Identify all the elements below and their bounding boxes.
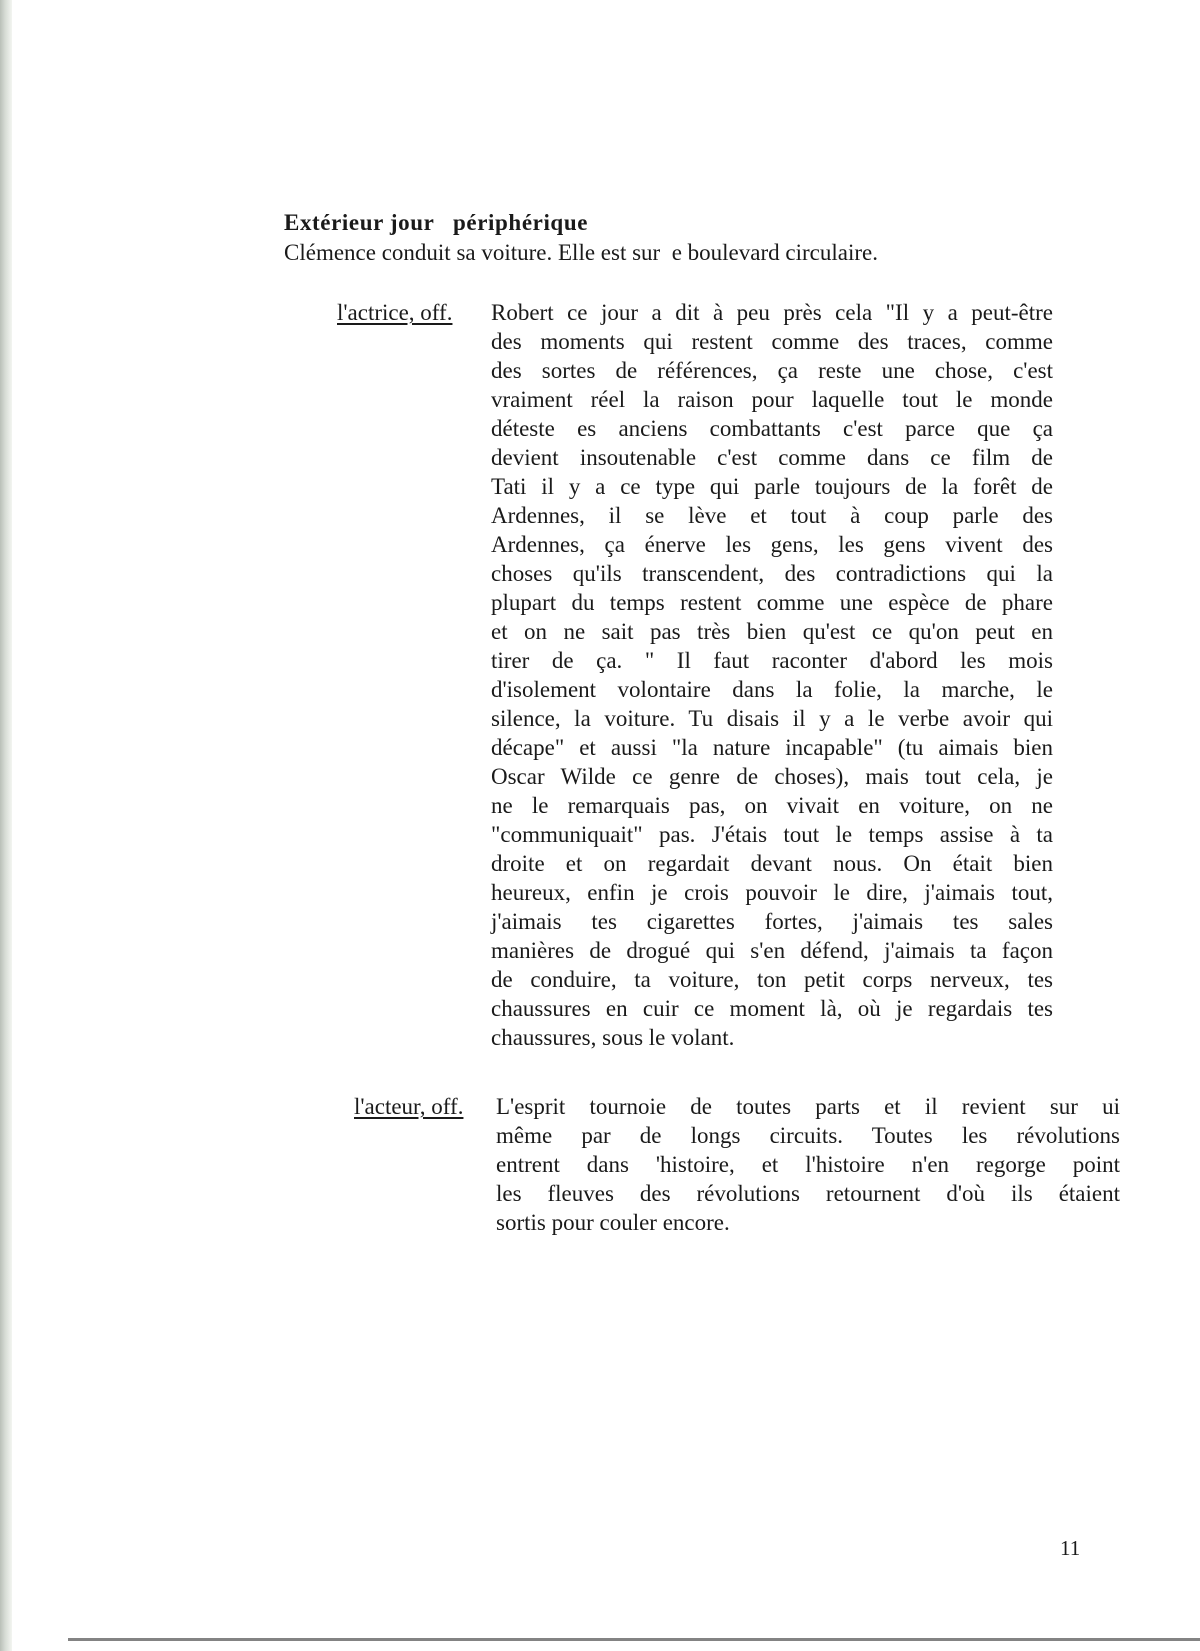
speech-actrice (491, 298, 1053, 1052)
speech-line: Ardennes, il se lève et tout à coup parle des (491, 503, 1053, 528)
speech-line: devient insoutenable c'est comme dans ce film de (491, 445, 1053, 470)
speech-line: Oscar Wilde ce genre de choses), mais tout cela, je (491, 764, 1053, 789)
speech-line: Ardennes, ça énerve les gens, les gens vivent des (491, 532, 1053, 557)
speech-line: "communiquait" pas. J'étais tout le temps assise à ta (491, 822, 1053, 847)
speech-line: sortis pour couler encore. (496, 1210, 730, 1235)
speech-line: L'esprit tournoie de toutes parts et il revient sur ui (496, 1094, 1120, 1119)
speech-line: de conduire, ta voiture, ton petit corps nerveux, tes (491, 967, 1053, 992)
speech-line: tirer de ça. " Il faut raconter d'abord les mois (491, 648, 1053, 673)
speech-line: choses qu'ils transcendent, des contradictions qui la (491, 561, 1053, 586)
speaker-actrice: l'actrice, off. (337, 300, 453, 325)
speech-line: des sortes de références, ça reste une chose, c'est (491, 358, 1053, 383)
speech-line: même par de longs circuits. Toutes les révolutions (496, 1123, 1120, 1148)
speech-line: déteste es anciens combattants c'est parce que ça (491, 416, 1053, 441)
bottom-rule (68, 1638, 1200, 1641)
speech-line: chaussures en cuir ce moment là, où je regardais tes (491, 996, 1053, 1021)
scene-description: Clémence conduit sa voiture. Elle est sur e boulevard circulaire. (284, 240, 878, 265)
speech-line: j'aimais tes cigarettes fortes, j'aimais tes sales (491, 909, 1053, 934)
speech-line: vraiment réel la raison pour laquelle tout le monde (491, 387, 1053, 412)
speaker-acteur: l'acteur, off. (354, 1094, 464, 1119)
speech-line: entrent dans 'histoire, et l'histoire n'en regorge point (496, 1152, 1120, 1177)
speech-line: silence, la voiture. Tu disais il y a le verbe avoir qui (491, 706, 1053, 731)
speech-line: décape" et aussi "la nature incapable" (tu aimais bien (491, 735, 1053, 760)
speech-line: les fleuves des révolutions retournent d'où ils étaient (496, 1181, 1120, 1206)
speech-line: plupart du temps restent comme une espèce de phare (491, 590, 1053, 615)
scan-edge (0, 0, 12, 1651)
speech-line: heureux, enfin je crois pouvoir le dire, j'aimais tout, (491, 880, 1053, 905)
speech-line: Tati il y a ce type qui parle toujours de la forêt de (491, 474, 1053, 499)
speech-line: et on ne sait pas très bien qu'est ce qu'on peut en (491, 619, 1053, 644)
speech-line: droite et on regardait devant nous. On était bien (491, 851, 1053, 876)
page-number: 11 (1060, 1536, 1081, 1560)
speech-line: chaussures, sous le volant. (491, 1025, 735, 1050)
speech-acteur (496, 1092, 1120, 1237)
scene-heading: Extérieur jour périphérique (284, 210, 589, 235)
speech-line: Robert ce jour a dit à peu près cela "Il y a peut-être (491, 300, 1053, 325)
speech-line: d'isolement volontaire dans la folie, la marche, le (491, 677, 1053, 702)
speech-line: ne le remarquais pas, on vivait en voiture, on ne (491, 793, 1053, 818)
speech-line: des moments qui restent comme des traces, comme (491, 329, 1053, 354)
speech-line: manières de drogué qui s'en défend, j'aimais ta façon (491, 938, 1053, 963)
